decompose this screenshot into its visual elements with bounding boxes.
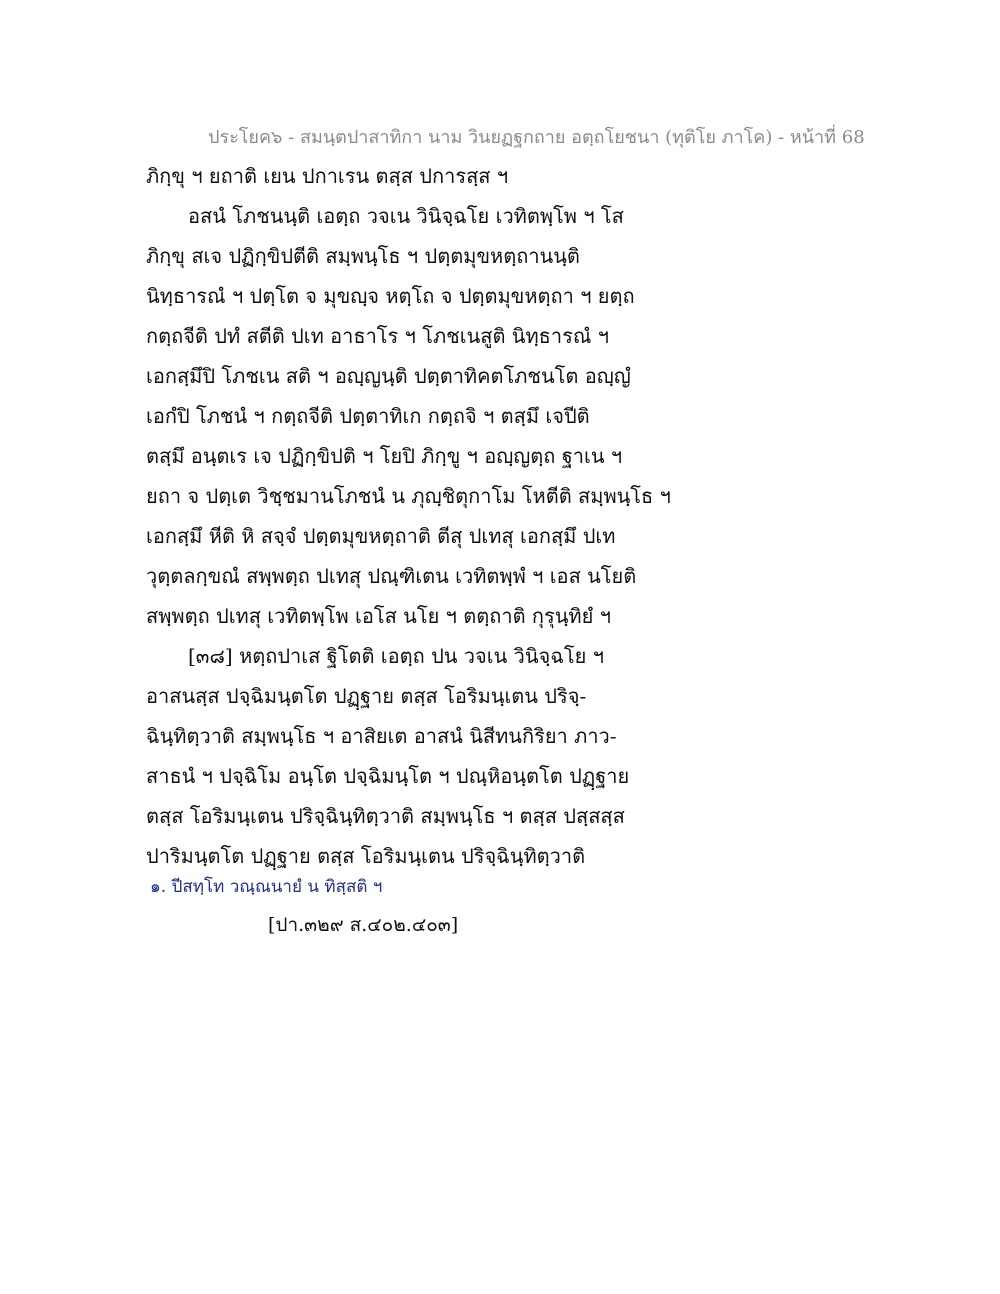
- text-line: เอกสฺมึปิ โภชเน สติ ฯ อญฺญนฺติ ปตฺตาทิคตโภชนโต อญฺญํ: [146, 364, 631, 388]
- text-line: อาสนสฺส ปจฺฉิมนฺตโต ปฏฺฐาย ตสฺส โอริมนฺเตน ปริจฺ-: [146, 684, 587, 708]
- text-line: สาธนํ ฯ ปจฺฉิโม อนฺโต ปจฺฉิมนฺโต ฯ ปณฺหิอนฺตโต ปฏฺฐาย: [146, 764, 630, 788]
- page-header: ประโยค๖ - สมนฺตปาสาทิกา นาม วินยฏฐกถาย อตฺถโยชนา (ทุติโย ภาโค) - หน้าที่ 68: [208, 127, 865, 148]
- text-line: ตสฺมึ อนฺตเร เจ ปฏิกฺขิปติ ฯ โยปิ ภิกฺขู ฯ อญฺญตฺถ ฐาเน ฯ: [146, 444, 623, 468]
- text-line: ภิกฺขุ ฯ ยถาติ เยน ปกาเรน ตสฺส ปการสฺส ฯ: [146, 164, 509, 188]
- text-line: เอกํปิ โภชนํ ฯ กตฺถจีติ ปตฺตาทิเก กตฺถจิ ฯ ตสฺมึ เจปีติ: [146, 404, 590, 428]
- text-line: วุตฺตลกฺขณํ สพฺพตฺถ ปเทสุ ปณฺฑิเตน เวทิตพฺพํ ฯ เอส นโยติ: [146, 564, 637, 588]
- text-line: ตสฺส โอริมนฺเตน ปริจฺฉินฺทิตฺวาติ สมฺพนฺโธ ฯ ตสฺส ปสฺสสฺส: [146, 804, 625, 828]
- text-line: นิทฺธารณํ ฯ ปตฺโต จ มุขญฺจ หตฺโถ จ ปตฺตมุขหตฺถา ฯ ยตฺถ: [146, 284, 635, 308]
- text-line: อสนํ โภชนนฺติ เอตฺถ วจเน วินิจฺฉโย เวทิตพฺโพ ฯ โส: [188, 204, 624, 228]
- text-line: เอกสฺมึ หีติ หิ สจฺจํ ปตฺตมุขหตฺถาติ ตีสุ ปเทสุ เอกสฺมึ ปเท: [146, 524, 616, 548]
- text-line: [๓๘] หตฺถปาเส ฐิโตติ เอตฺถ ปน วจเน วินิจฺฉโย ฯ: [188, 644, 604, 668]
- text-line: ปาริมนฺตโต ปฏฺฐาย ตสฺส โอริมนฺเตน ปริจฺฉินฺทิตฺวาติ: [146, 844, 586, 868]
- text-line: ฉินฺทิตฺวาติ สมฺพนฺโธ ฯ อาสิยเต อาสนํ นิสีทนกิริยา ภาว-: [146, 724, 617, 748]
- text-line: ภิกฺขุ สเจ ปฏิกฺขิปตีติ สมฺพนฺโธ ฯ ปตฺตมุขหตฺถานนฺติ: [146, 244, 580, 268]
- page-reference: [ปา.๓๒๙ ส.๔๐๒.๔๐๓]: [268, 914, 459, 936]
- text-line: กตฺถจีติ ปทํ สตีติ ปเท อาธาโร ฯ โภชเนสูติ นิทฺธารณํ ฯ: [146, 324, 609, 348]
- text-line: สพฺพตฺถ ปเทสุ เวทิตพฺโพ เอโส นโย ฯ ตตฺถาติ กุรุนฺทิยํ ฯ: [146, 604, 611, 628]
- body-text: [146, 156, 671, 876]
- footnote: ๑. ปีสทฺโท วณฺณนายํ น ทิสฺสติ ฯ: [150, 877, 383, 897]
- text-line: ยถา จ ปตฺเต วิชฺชมานโภชนํ น ภุญฺชิตุกาโม โหตีติ สมฺพนฺโธ ฯ: [146, 484, 671, 508]
